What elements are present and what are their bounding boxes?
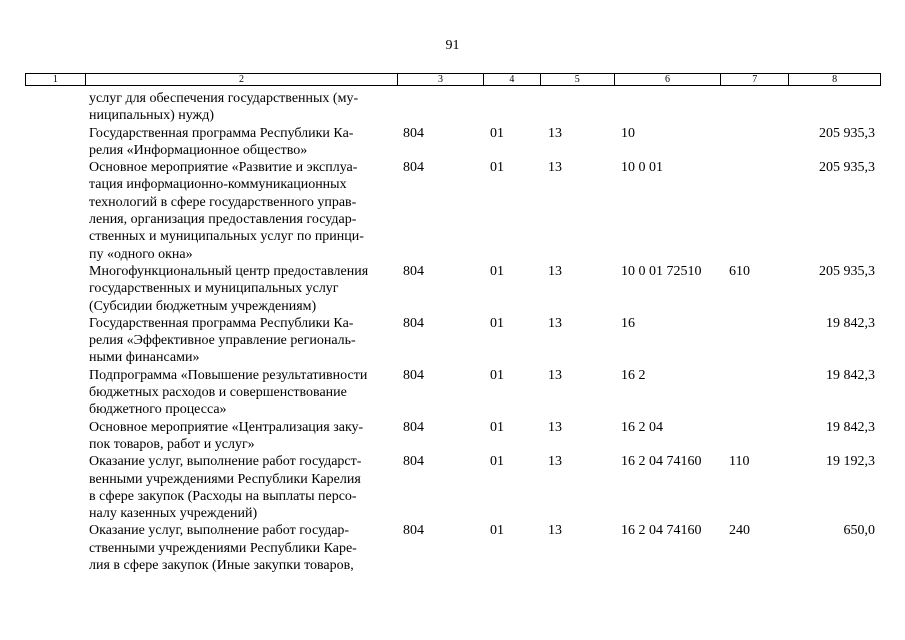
expense-type-code: 110	[729, 454, 750, 470]
subsection-code: 13	[548, 263, 562, 279]
row-description: Подпрограмма «Повышение результативности бюджетных расходов и совершенствование бюджетного процесса»	[89, 367, 368, 418]
admin-code: 804	[403, 367, 424, 383]
target-article-code: 10 0 01	[621, 160, 663, 176]
section-code: 01	[490, 454, 504, 470]
column-number-3: 3	[398, 74, 484, 85]
amount: 205 935,3	[819, 125, 875, 141]
table-row	[25, 522, 881, 574]
subsection-code: 13	[548, 160, 562, 176]
section-code: 01	[490, 125, 504, 141]
section-code: 01	[490, 263, 504, 279]
section-code: 01	[490, 523, 504, 539]
column-number-6: 6	[615, 74, 722, 85]
expense-type-code: 240	[729, 523, 750, 539]
row-description: Оказание услуг, выполнение работ государст- венными учреждениями Республики Карелия в сфере закупок (Расходы на выплаты персо- налу казенных учреждений)	[89, 454, 362, 522]
target-article-code: 16 2 04 74160	[621, 454, 702, 470]
table-row	[25, 90, 881, 125]
row-description: Многофункциональный центр предоставления государственных и муниципальных услуг (Субсидии бюджетным учреждениям)	[89, 263, 369, 314]
amount: 19 192,3	[826, 454, 875, 470]
column-number-5: 5	[541, 74, 615, 85]
table-body	[25, 90, 881, 574]
row-description: Основное мероприятие «Развитие и эксплуа- тация информационно-коммуникационных технологий в сфере государственного управ- ления, организация предоставления государ- ственных и муниципальных услуг по принци- пу «одного окна»	[89, 160, 364, 262]
admin-code: 804	[403, 523, 424, 539]
column-number-7: 7	[721, 74, 789, 85]
row-description: услуг для обеспечения государственных (му- ниципальных) нужд)	[89, 91, 359, 124]
page-number: 91	[445, 38, 460, 53]
amount: 19 842,3	[826, 367, 875, 383]
section-code: 01	[490, 315, 504, 331]
row-description: Государственная программа Республики Ка- релия «Эффективное управление региональ- ными финансами»	[89, 315, 356, 366]
target-article-code: 16 2	[621, 367, 646, 383]
section-code: 01	[490, 367, 504, 383]
admin-code: 804	[403, 454, 424, 470]
target-article-code: 10 0 01 72510	[621, 263, 702, 279]
table-row	[25, 453, 881, 522]
row-description: Государственная программа Республики Ка- релия «Информационное общество»	[89, 125, 354, 158]
amount: 19 842,3	[826, 419, 875, 435]
table-row	[25, 125, 881, 160]
table-row	[25, 263, 881, 315]
admin-code: 804	[403, 263, 424, 279]
target-article-code: 16	[621, 315, 635, 331]
amount: 205 935,3	[819, 160, 875, 176]
admin-code: 804	[403, 125, 424, 141]
row-description: Основное мероприятие «Централизация заку- пок товаров, работ и услуг»	[89, 419, 364, 452]
table-row	[25, 419, 881, 454]
table-row	[25, 367, 881, 419]
amount: 205 935,3	[819, 263, 875, 279]
section-code: 01	[490, 419, 504, 435]
column-number-8: 8	[832, 74, 838, 85]
table-row	[25, 159, 881, 263]
admin-code: 804	[403, 419, 424, 435]
subsection-code: 13	[548, 419, 562, 435]
subsection-code: 13	[548, 125, 562, 141]
amount: 650,0	[843, 523, 875, 539]
expense-type-code: 610	[729, 263, 750, 279]
subsection-code: 13	[548, 523, 562, 539]
target-article-code: 16 2 04 74160	[621, 523, 702, 539]
table-header	[25, 73, 881, 86]
section-code: 01	[490, 160, 504, 176]
target-article-code: 16 2 04	[621, 419, 663, 435]
subsection-code: 13	[548, 315, 562, 331]
target-article-code: 10	[621, 125, 635, 141]
admin-code: 804	[403, 315, 424, 331]
amount: 19 842,3	[826, 315, 875, 331]
column-number-4: 4	[484, 74, 541, 85]
subsection-code: 13	[548, 367, 562, 383]
admin-code: 804	[403, 160, 424, 176]
subsection-code: 13	[548, 454, 562, 470]
column-number-2: 2	[86, 74, 398, 85]
column-number-1: 1	[26, 74, 86, 85]
row-description: Оказание услуг, выполнение работ государ- ственными учреждениями Республики Каре- лия в сфере закупок (Иные закупки товаров,	[89, 523, 357, 574]
table-row	[25, 315, 881, 367]
